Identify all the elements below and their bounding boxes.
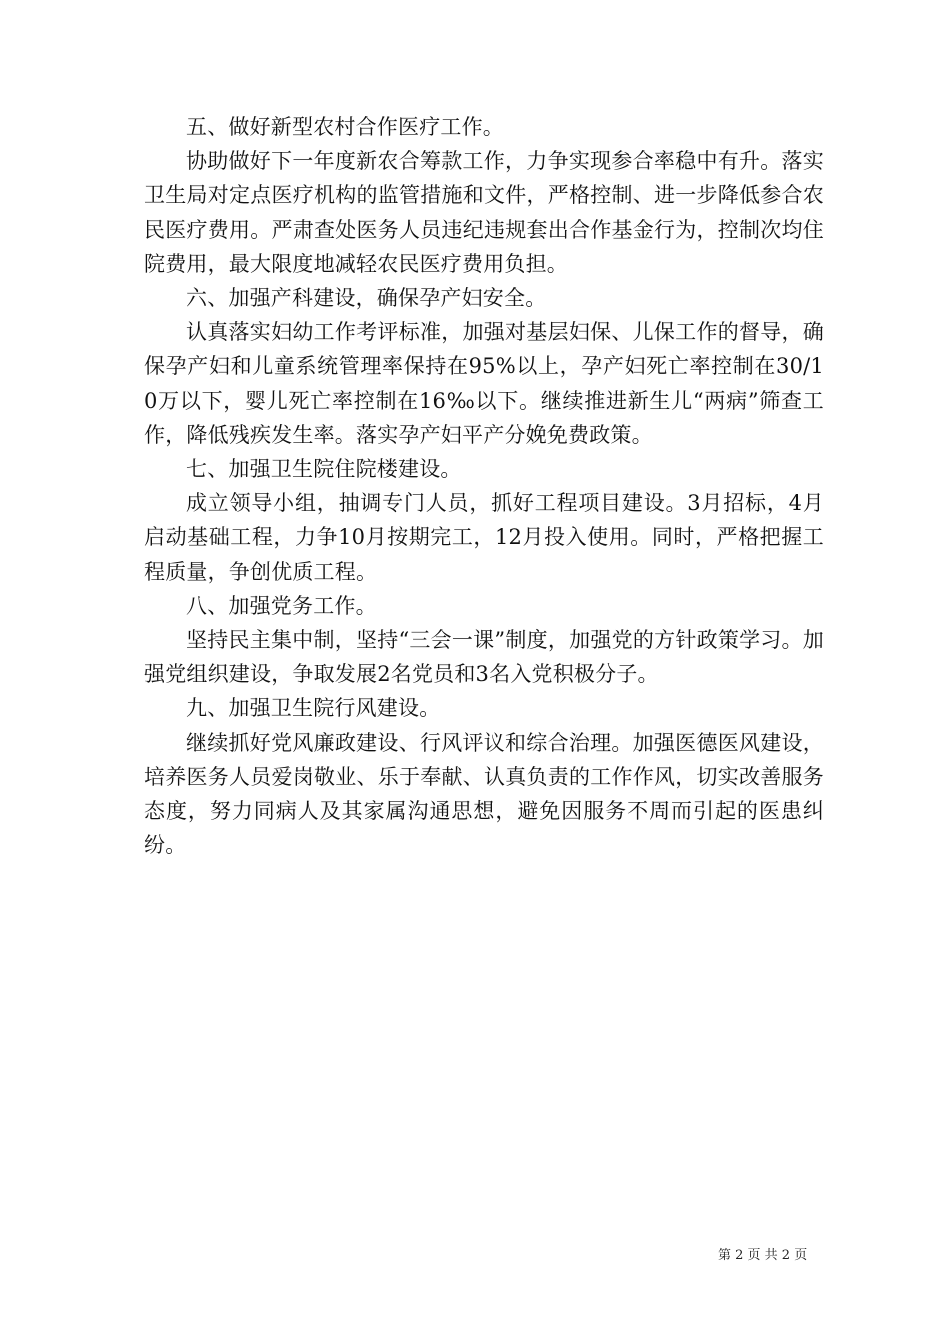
section-body-7: 成立领导小组，抽调专门人员，抓好工程项目建设。3月招标，4月启动基础工程，力争10月按期完工，12月投入使用。同时，严格把握工程质量，争创优质工程。: [144, 491, 824, 584]
section-body-6: 认真落实妇幼工作考评标准，加强对基层妇保、儿保工作的督导，确保孕产妇和儿童系统管理率保持在95%以上，孕产妇死亡率控制在30/10万以下，婴儿死亡率控制在16‰以下。继续推进新生儿“两病”筛查工作，降低残疾发生率。落实孕产妇平产分娩免费政策。: [144, 320, 824, 447]
section-body-9: 继续抓好党风廉政建设、行风评议和综合治理。加强医德医风建设，培养医务人员爱岗敬业、乐于奉献、认真负责的工作作风，切实改善服务态度，努力同病人及其家属沟通思想，避免因服务不周而引起的医患纠纷。: [144, 730, 824, 858]
section-heading-5: 五、做好新型农村合作医疗工作。: [186, 115, 504, 139]
document-body: [144, 110, 824, 862]
section-heading-8: 八、加强党务工作。: [186, 593, 377, 618]
section-heading-7: 七、加强卫生院住院楼建设。: [186, 457, 462, 482]
section-heading-6: 六、加强产科建设，确保孕产妇安全。: [186, 286, 547, 311]
section-heading-9: 九、加强卫生院行风建设。: [186, 696, 441, 721]
page-number-footer: 第 2 页 共 2 页: [718, 1248, 808, 1263]
section-body-8: 坚持民主集中制，坚持“三会一课”制度，加强党的方针政策学习。加强党组织建设，争取发展2名党员和3名入党积极分子。: [144, 628, 824, 687]
section-body-5: 协助做好下一年度新农合筹款工作，力争实现参合率稳中有升。落实卫生局对定点医疗机构的监管措施和文件，严格控制、进一步降低参合农民医疗费用。严肃查处医务人员违纪违规套出合作基金行为，控制次均住院费用，最大限度地减轻农民医疗费用负担。: [144, 149, 824, 276]
